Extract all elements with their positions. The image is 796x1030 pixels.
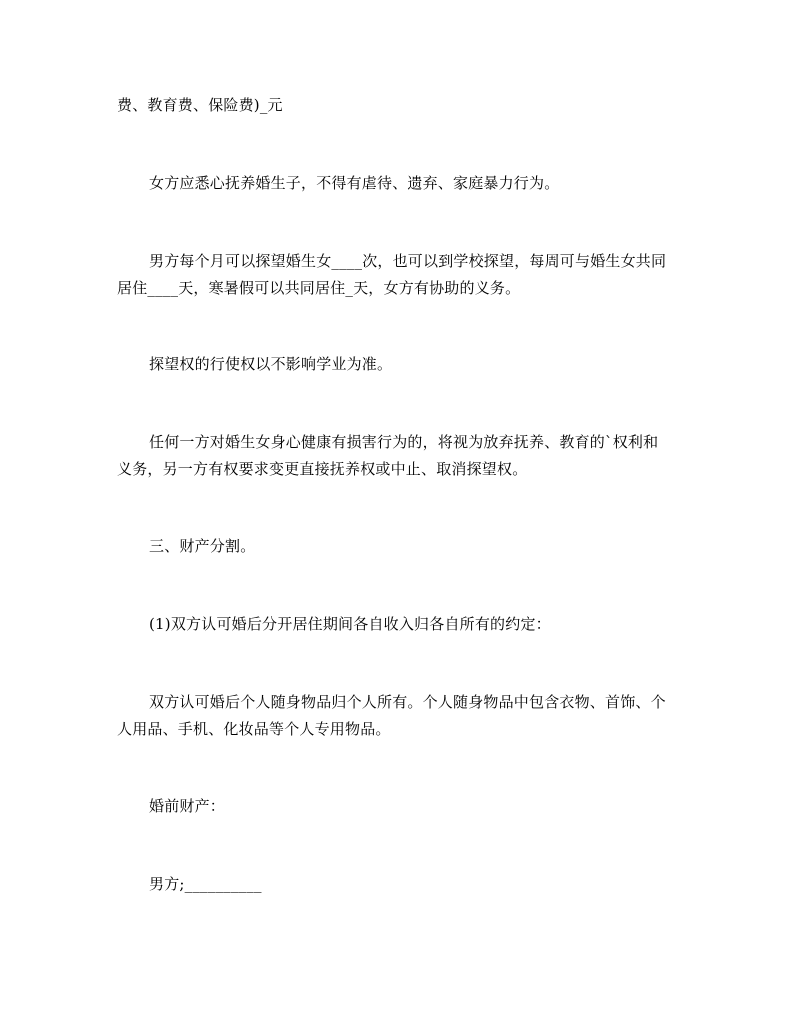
paragraph-premarital-property [117, 793, 687, 820]
paragraph-visitation-rule [117, 351, 687, 378]
section-heading-property [117, 533, 687, 560]
paragraph-fees-continuation [117, 92, 687, 119]
text-line: 居住____天，寒暑假可以共同居住_天，女方有协助的义务。 [117, 279, 521, 297]
text-line: 婚前财产： [149, 797, 226, 815]
text-line: 人用品、手机、化妆品等个人专用物品。 [117, 720, 391, 738]
paragraph-custody-change [117, 429, 687, 483]
text-line: (1)双方认可婚后分开居住期间各自收入归各自所有的约定： [149, 615, 551, 633]
text-line: 费、教育费、保险费)_元 [117, 96, 283, 114]
text-line: 任何一方对婚生女身心健康有损害行为的，将视为放弃抚养、教育的`权利和 [149, 433, 659, 451]
paragraph-visitation [117, 248, 687, 302]
text-line: 三、财产分割。 [149, 537, 256, 555]
text-line: 女方应悉心抚养婚生子，不得有虐待、遗弃、家庭暴力行为。 [149, 174, 560, 192]
text-line: 双方认可婚后个人随身物品归个人所有。个人随身物品中包含衣物、首饰、个 [149, 693, 666, 711]
text-line: 男方每个月可以探望婚生女____次，也可以到学校探望，每周可与婚生女共同 [149, 252, 667, 270]
text-line: 义务，另一方有权要求变更直接抚养权或中止、取消探望权。 [117, 460, 528, 478]
text-line: 男方;__________ [149, 875, 262, 893]
paragraph-income-agreement [117, 611, 687, 638]
text-line: 探望权的行使权以不影响学业为准。 [149, 355, 393, 373]
paragraph-mother-care [117, 170, 687, 197]
paragraph-husband-property [117, 871, 687, 898]
paragraph-personal-items [117, 689, 687, 743]
